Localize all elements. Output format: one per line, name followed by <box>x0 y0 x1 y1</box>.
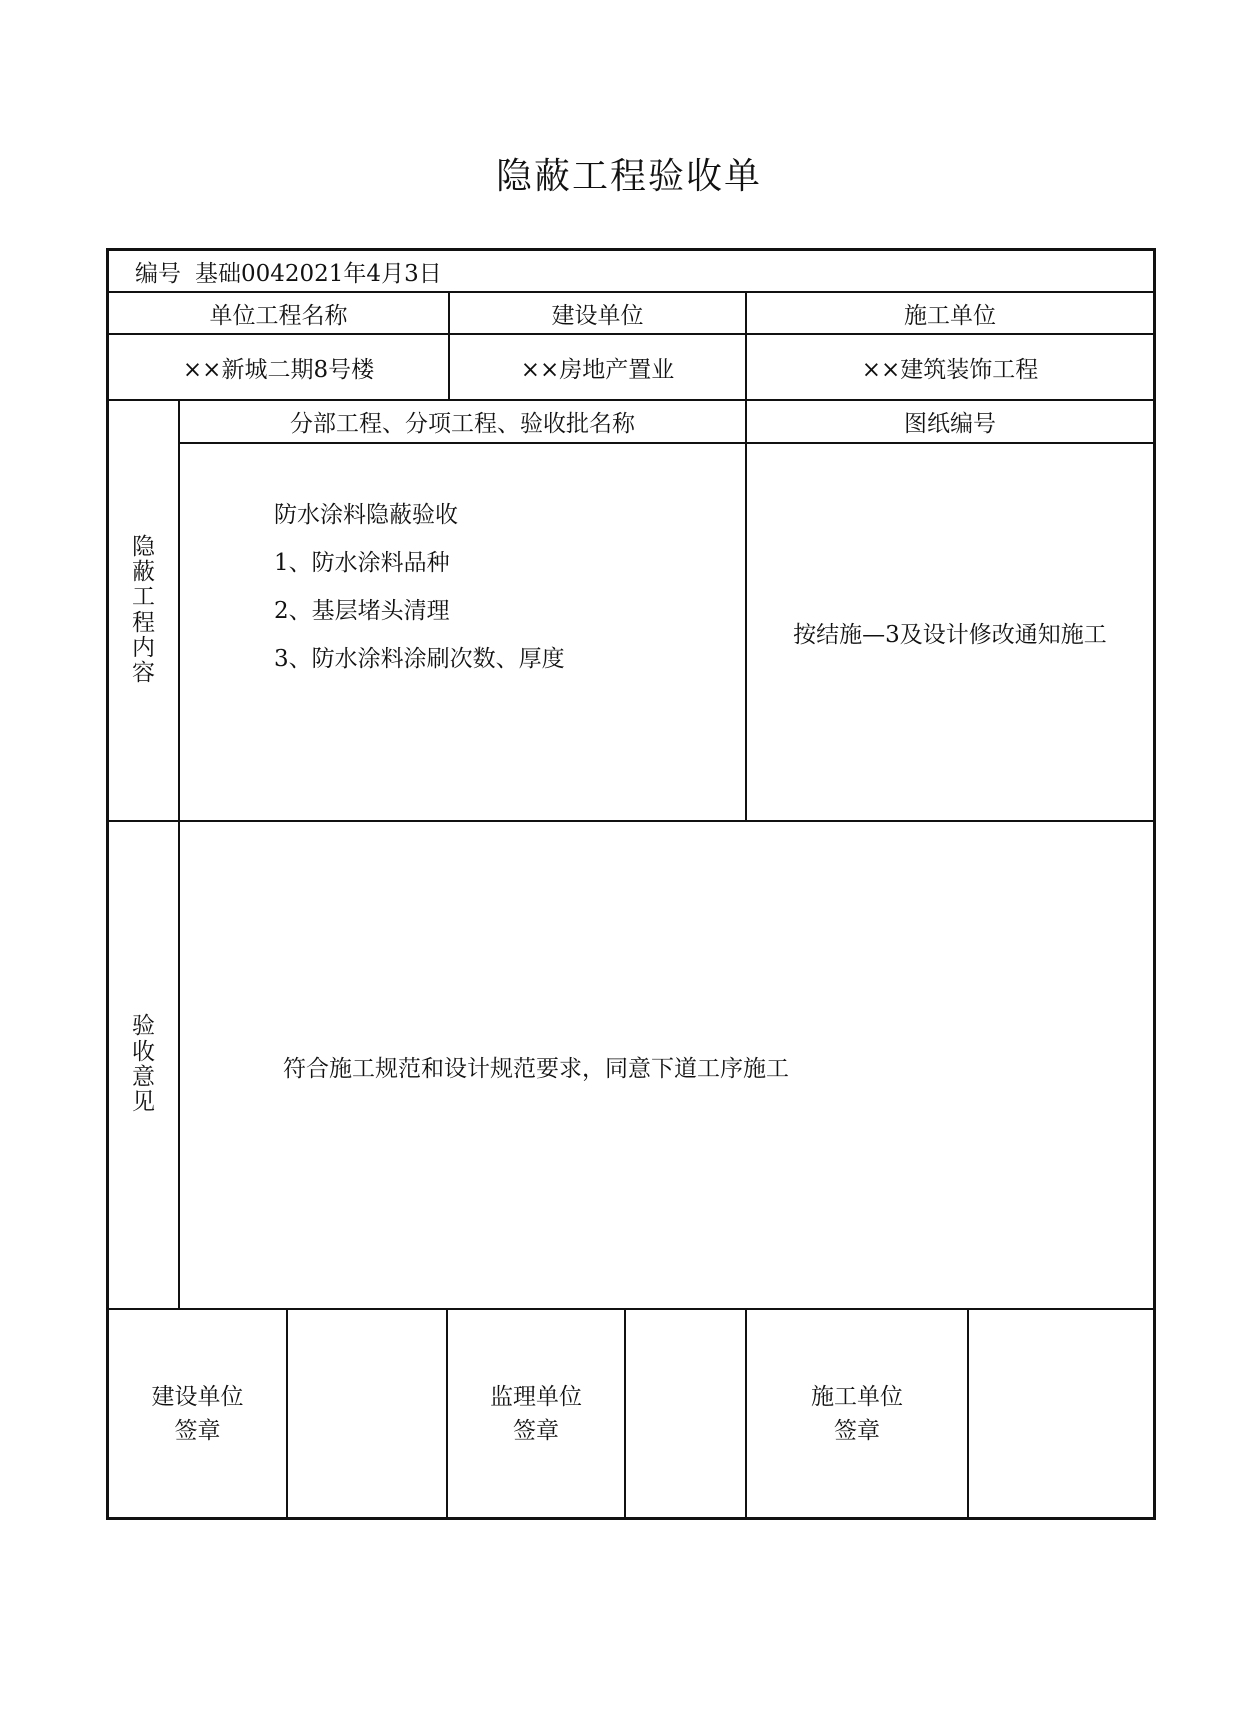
signature-supervisor-seal: 签章 <box>513 1417 559 1444</box>
signature-supervisor-unit: 监理单位 <box>490 1383 582 1410</box>
serial-label: 编号 <box>135 260 181 287</box>
value-construction-contractor: ××建筑装饰工程 <box>861 356 1039 383</box>
hidden-work-side-label <box>109 401 178 820</box>
signature-owner-seal: 签章 <box>174 1417 221 1444</box>
signature-contractor <box>747 1310 967 1517</box>
side-char: 程 <box>132 609 155 636</box>
subheader-item-name: 分部工程、分项工程、验收批名称 <box>290 411 635 437</box>
signature-owner <box>109 1310 286 1517</box>
signature-owner-box[interactable] <box>288 1310 446 1517</box>
acceptance-side-label <box>109 822 178 1308</box>
side-char: 隐 <box>132 533 155 560</box>
acceptance-form <box>106 248 1156 1520</box>
value-unit-project-name: ××新城二期8号楼 <box>182 356 375 383</box>
signature-supervisor-box[interactable] <box>626 1310 745 1517</box>
side-char: 收 <box>132 1038 155 1065</box>
header-construction-contractor: 施工单位 <box>904 302 996 329</box>
list-item: 3、防水涂料涂刷次数、厚度 <box>274 646 565 672</box>
signature-owner-unit: 建设单位 <box>151 1383 244 1410</box>
list-item: 1、防水涂料品种 <box>274 550 450 576</box>
signature-contractor-seal: 签章 <box>834 1417 880 1444</box>
value-construction-owner: ××房地产置业 <box>520 356 675 383</box>
header-unit-project-name: 单位工程名称 <box>209 302 348 329</box>
side-char: 内 <box>132 634 155 661</box>
signature-contractor-box[interactable] <box>969 1310 1153 1517</box>
side-char: 蔽 <box>132 558 155 585</box>
row-divider-hidden-work <box>109 820 1153 822</box>
acceptance-opinion: 符合施工规范和设计规范要求，同意下道工序施工 <box>283 1055 789 1082</box>
header-construction-owner: 建设单位 <box>551 302 644 329</box>
serial-value: 基础0042021年4月3日 <box>195 260 442 287</box>
list-item: 防水涂料隐蔽验收 <box>274 502 458 528</box>
signature-supervisor <box>448 1310 624 1517</box>
signature-contractor-unit: 施工单位 <box>811 1383 903 1410</box>
hidden-work-items <box>274 491 565 683</box>
side-char: 意 <box>132 1064 155 1090</box>
document-title: 隐蔽工程验收单 <box>495 156 762 197</box>
side-char: 见 <box>132 1089 155 1116</box>
subheader-drawing-number: 图纸编号 <box>904 411 996 437</box>
side-char: 验 <box>132 1013 155 1040</box>
side-char: 容 <box>132 660 155 687</box>
side-char: 工 <box>132 584 155 611</box>
col-divider-side <box>178 399 180 1308</box>
drawing-note: 按结施—3及设计修改通知施工 <box>793 621 1107 648</box>
serial-row <box>135 251 1035 291</box>
list-item: 2、基层堵头清理 <box>274 598 450 624</box>
